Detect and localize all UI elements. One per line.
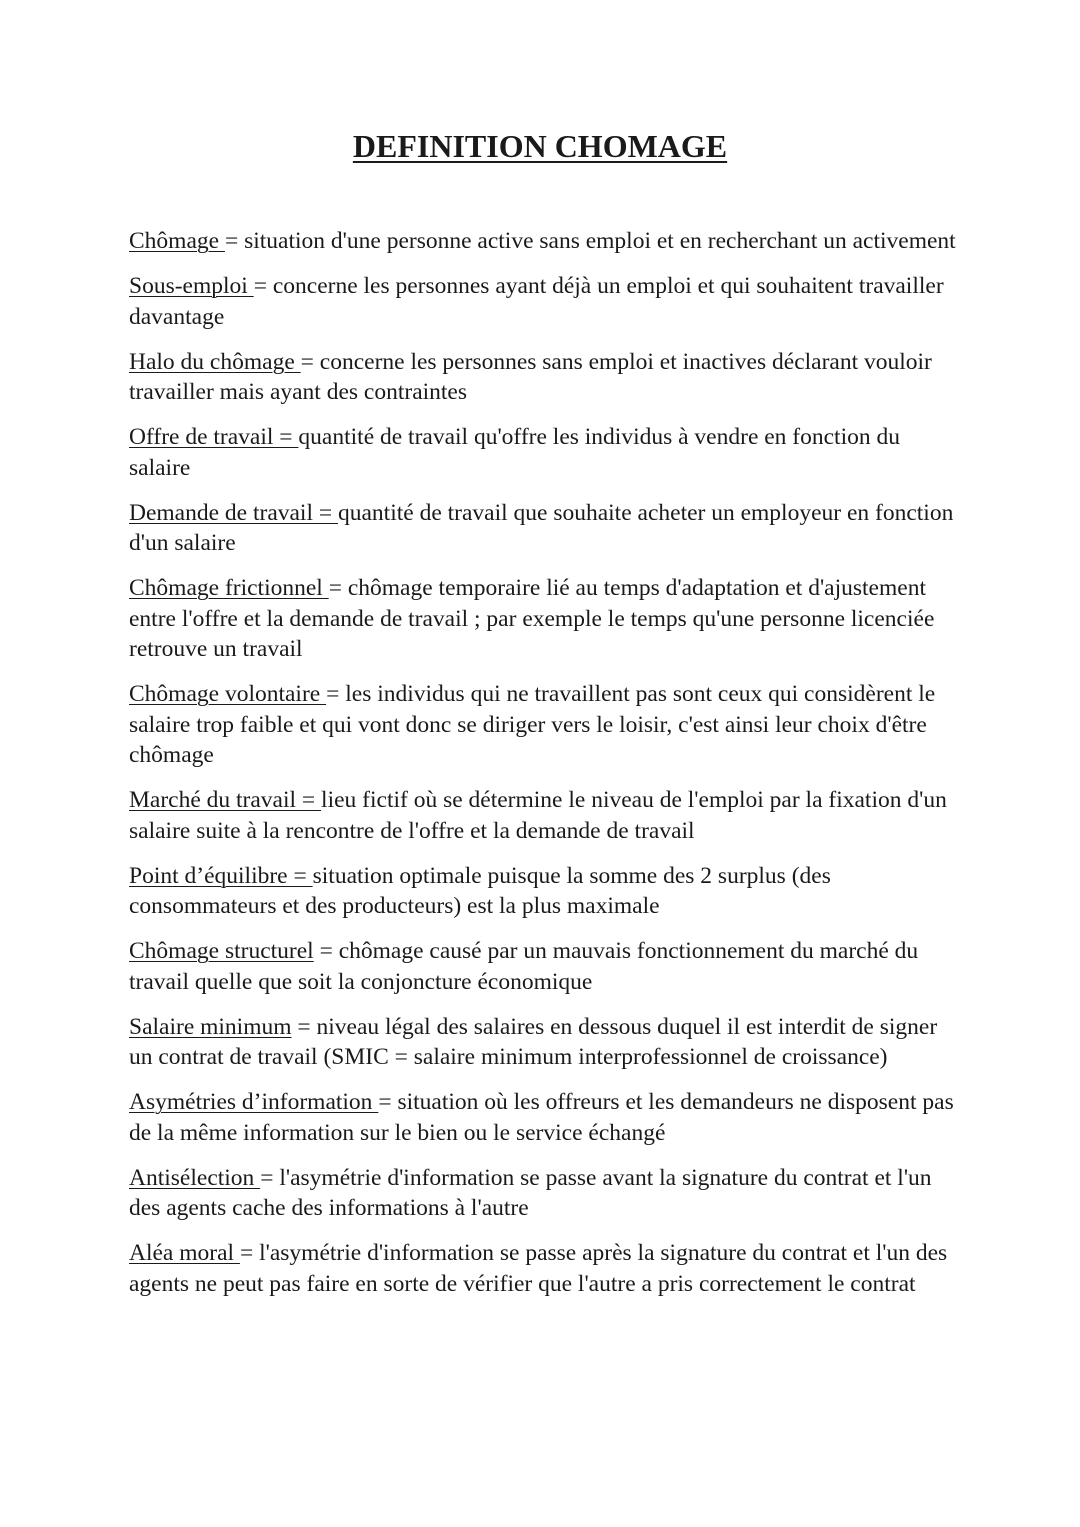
definition-term: Chômage [129, 228, 225, 254]
definition-equals: = [239, 1240, 260, 1266]
page-title-text: DEFINITION CHOMAGE [352, 128, 728, 164]
definition-term: Offre de travail = [129, 424, 299, 450]
definition-item [129, 422, 959, 483]
definition-text: niveau légal des salaires en dessous duquel il est interdit de signer un contrat de travail (SMIC = salaire minimum interprofessionnel de croissance) [129, 1013, 938, 1070]
definition-term: Salaire minimum [129, 1013, 292, 1040]
definition-term: Demande de travail = [129, 499, 338, 526]
definition-equals: = [313, 938, 339, 964]
definition-text: chômage temporaire lié au temps d'adaptation et d'ajustement entre l'offre et la demande de travail ; par exemple le temps qu'une personne licenciée retrouve un travail [129, 575, 935, 662]
definition-equals: = [224, 228, 245, 254]
definition-text: l'asymétrie d'information se passe avant la signature du contrat et l'un des agents cache des informations à l'autre [129, 1164, 932, 1221]
definition-text: l'asymétrie d'information se passe après la signature du contrat et l'un des agents ne peut pas faire en sorte de vérifier que l'autre a pris correctement le contrat [129, 1240, 948, 1297]
definition-item [129, 1163, 959, 1224]
definition-item [129, 347, 959, 408]
definition-term: Chômage volontaire [129, 681, 327, 707]
definition-term: Marché du travail = [129, 787, 322, 813]
definition-equals: = [328, 575, 348, 601]
definition-term: Aléa moral [129, 1240, 240, 1266]
definition-item [129, 498, 959, 559]
definition-term: Asymétries d’information [129, 1089, 379, 1115]
definition-item [129, 271, 959, 332]
definition-text: situation d'une personne active sans emploi et en recherchant un activement [244, 228, 956, 254]
definition-term: Antisélection [129, 1164, 261, 1191]
page-title [0, 126, 1080, 166]
definition-item [129, 226, 959, 257]
definition-text: les individus qui ne travaillent pas sont ceux qui considèrent le salaire trop faible et qui vont donc se diriger vers le loisir, c'est ainsi leur choix d'être chômage [129, 681, 936, 768]
definition-term: Sous-emploi [129, 273, 254, 299]
definition-item [129, 785, 959, 846]
definition-term: Chômage frictionnel [129, 575, 329, 601]
definition-list [129, 226, 959, 1314]
definition-term: Chômage structurel [129, 938, 314, 964]
definition-text: concerne les personnes sans emploi et inactives déclarant vouloir travailler mais ayant des contraintes [129, 348, 932, 405]
definition-equals: = [326, 681, 346, 707]
definition-term: Point d’équilibre = [129, 862, 313, 889]
definition-text: concerne les personnes ayant déjà un emploi et qui souhaitent travailler davantage [129, 273, 944, 330]
definition-item [129, 1238, 959, 1299]
definition-item [129, 679, 959, 771]
definition-term: Halo du chômage [129, 348, 301, 375]
definition-item [129, 573, 959, 665]
definition-text: situation optimale puisque la somme des 2 surplus (des consommateurs et des producteurs) est la plus maximale [129, 862, 831, 919]
definition-equals: = [253, 273, 273, 299]
definition-text: quantité de travail que souhaite acheter un employeur en fonction d'un salaire [129, 499, 954, 556]
definition-text: lieu fictif où se détermine le niveau de l'emploi par la fixation d'un salaire suite à la rencontre de l'offre et la demande de travail [129, 787, 947, 844]
definition-text: situation où les offreurs et les demandeurs ne disposent pas de la même information sur le bien ou le service échangé [129, 1089, 954, 1146]
definition-equals: = [291, 1013, 317, 1040]
definition-equals: = [260, 1164, 280, 1191]
definition-item [129, 861, 959, 922]
definition-text: quantité de travail qu'offre les individus à vendre en fonction du salaire [129, 424, 900, 481]
definition-text: chômage causé par un mauvais fonctionnement du marché du travail quelle que soit la conjoncture économique [129, 938, 919, 995]
definition-item [129, 936, 959, 997]
definition-equals: = [378, 1089, 398, 1115]
definition-equals: = [300, 348, 320, 375]
definition-item [129, 1087, 959, 1148]
definition-item [129, 1012, 959, 1073]
